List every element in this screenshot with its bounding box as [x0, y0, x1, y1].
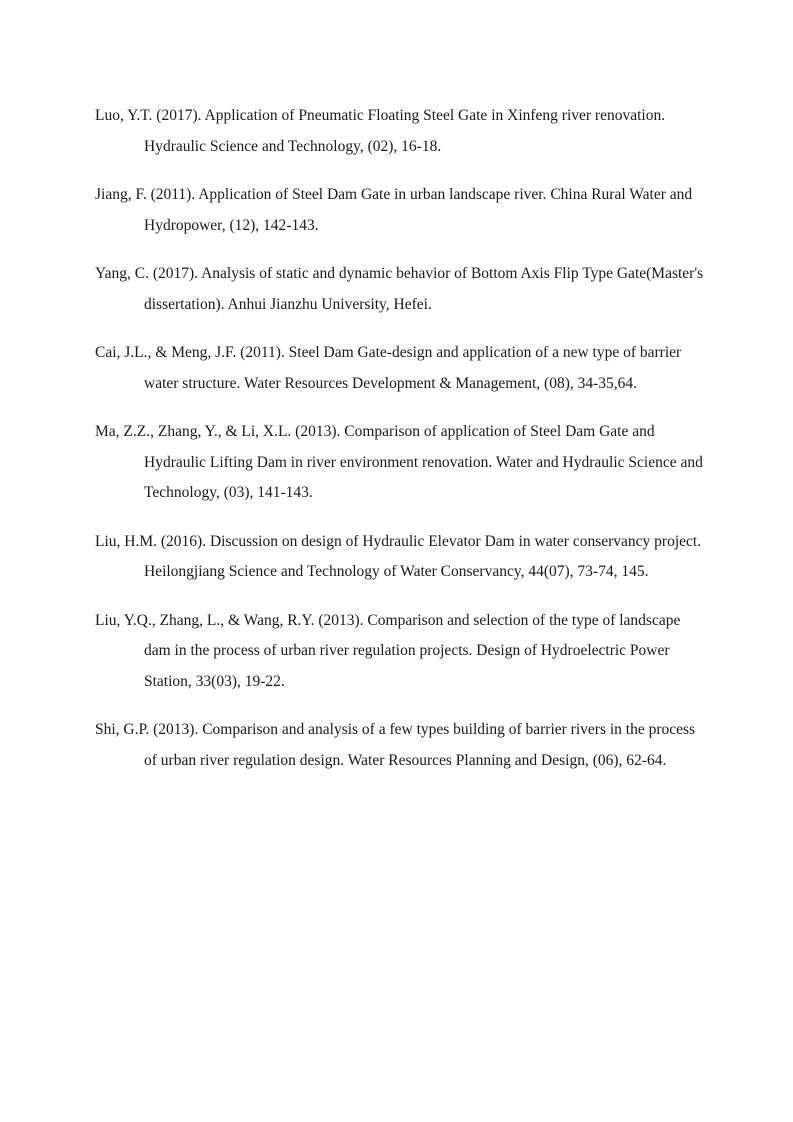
- reference-item: Liu, Y.Q., Zhang, L., & Wang, R.Y. (2013). Comparison and selection of the type of landscape dam in the process of urban river regulation projects. Design of Hydroelectric Power Station, 33(03), 19-22.: [95, 611, 681, 690]
- reference-item: Yang, C. (2017). Analysis of static and dynamic behavior of Bottom Axis Flip Type Gate(Master's dissertation). Anhui Jianzhu University, Hefei.: [95, 265, 704, 313]
- reference-item: Jiang, F. (2011). Application of Steel Dam Gate in urban landscape river. China Rural Water and Hydropower, (12), 142-143.: [95, 186, 693, 234]
- reference-item: Cai, J.L., & Meng, J.F. (2011). Steel Dam Gate-design and application of a new type of barrier water structure. Water Resources Development & Management, (08), 34-35,64.: [95, 344, 682, 392]
- reference-list: [95, 101, 705, 794]
- reference-item: Ma, Z.Z., Zhang, Y., & Li, X.L. (2013). Comparison of application of Steel Dam Gate and Hydraulic Lifting Dam in river environment renovation. Water and Hydraulic Science and Technology, (03), 141-143.: [95, 423, 703, 501]
- reference-item: Liu, H.M. (2016). Discussion on design of Hydraulic Elevator Dam in water conservancy project. Heilongjiang Science and Technology of Water Conservancy, 44(07), 73-74, 145.: [95, 532, 702, 580]
- reference-item: Shi, G.P. (2013). Comparison and analysis of a few types building of barrier rivers in the process of urban river regulation design. Water Resources Planning and Design, (06), 62-64.: [95, 721, 696, 769]
- reference-item: Luo, Y.T. (2017). Application of Pneumatic Floating Steel Gate in Xinfeng river renovation. Hydraulic Science and Technology, (02), 16-18.: [95, 107, 666, 155]
